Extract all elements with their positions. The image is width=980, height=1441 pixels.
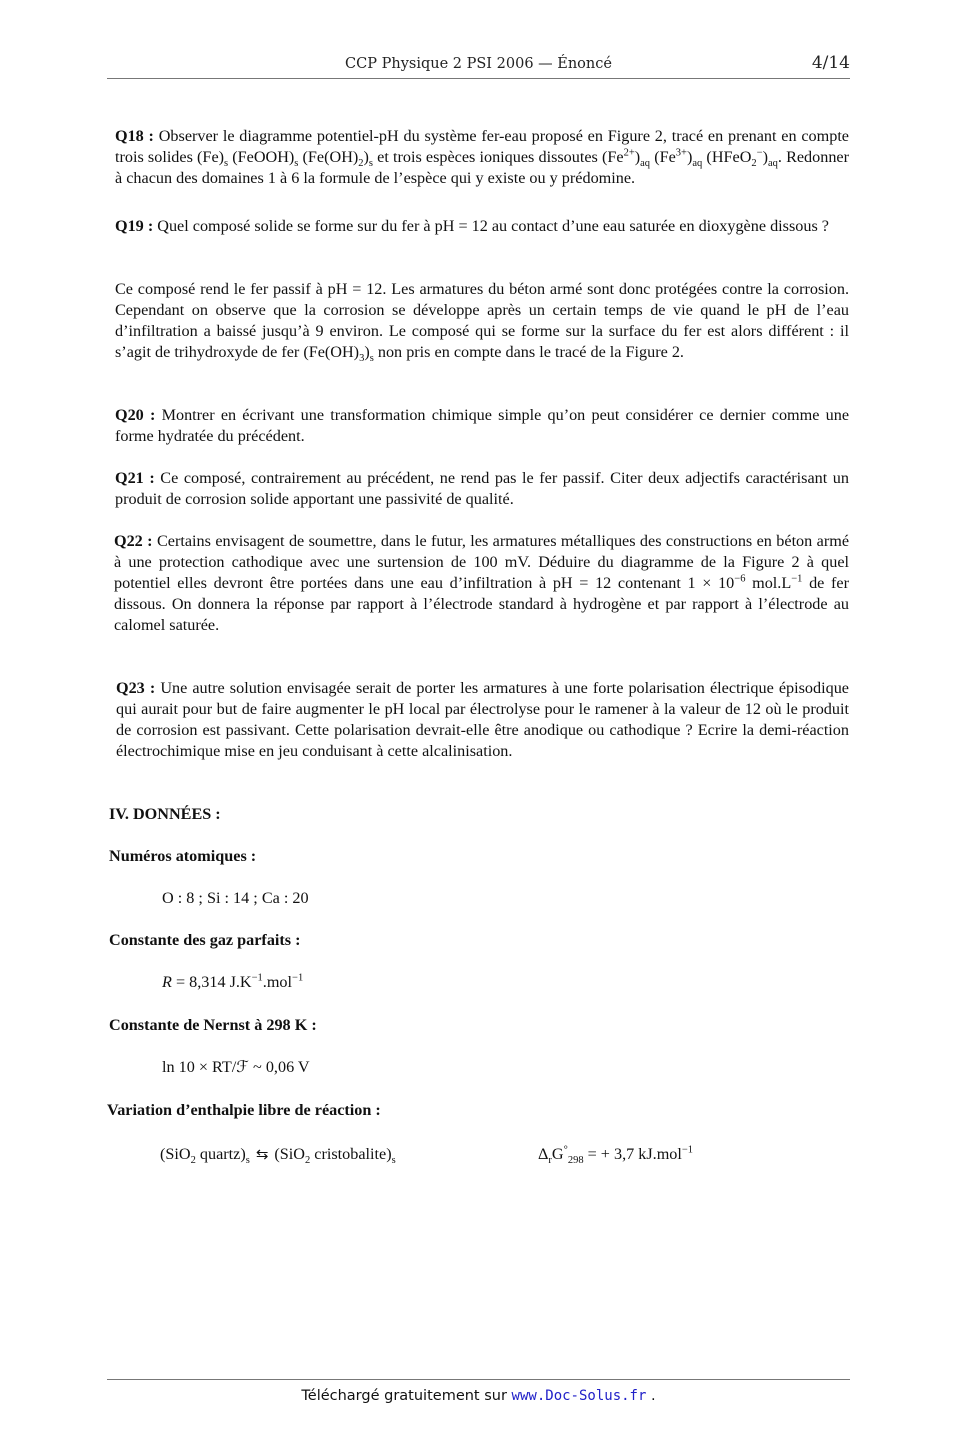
- superscript: −1: [251, 972, 263, 984]
- bracket: ): [762, 148, 768, 167]
- subscript: s: [391, 1155, 396, 1167]
- gibbs-energy-value: [538, 1144, 693, 1165]
- enthalpy-heading: Variation d’enthalpie libre de réaction :: [107, 1101, 381, 1119]
- subscript: 3: [359, 353, 365, 365]
- question-label: Q22 :: [114, 532, 153, 550]
- subscript: aq: [767, 158, 778, 170]
- question-q19: [115, 216, 849, 237]
- superscript: 2+: [623, 147, 635, 159]
- species-fe: (Fe): [197, 148, 225, 167]
- reactant: (SiO: [160, 1145, 191, 1163]
- question-q18: [115, 126, 849, 189]
- species-feoh2: (Fe(OH): [298, 148, 359, 167]
- bracket: ): [364, 343, 370, 361]
- subscript: s: [224, 158, 229, 170]
- superscript: −1: [292, 972, 304, 984]
- value-text: .mol: [262, 973, 293, 991]
- section-title: IV. DONNÉES :: [109, 805, 221, 823]
- bracket: ): [686, 148, 693, 167]
- question-text: . Redonner à chacun des domaines 1 à 6 la formule de l’espèce qui y existe ou y prédomine.: [115, 148, 849, 188]
- product: cristobalite): [310, 1145, 392, 1163]
- subscript: r: [548, 1155, 552, 1167]
- footer-text: Téléchargé gratuitement sur: [301, 1388, 512, 1404]
- superscript: °: [563, 1144, 568, 1156]
- nernst-heading: Constante de Nernst à 298 K :: [109, 1016, 317, 1034]
- value-text: = + 3,7 kJ.mol: [583, 1145, 682, 1163]
- page-number: 4/14: [811, 53, 850, 73]
- question-q22: [114, 531, 849, 636]
- question-q21: [115, 468, 849, 510]
- species-fe2plus: (Fe: [602, 148, 624, 167]
- bracket: ): [634, 148, 641, 167]
- question-text: Observer le diagramme potentiel-pH du système fer-eau proposé en Figure 2, tracé en prenant en compte trois solides: [115, 127, 849, 167]
- bracket: ): [363, 148, 369, 167]
- question-q20: [115, 405, 849, 447]
- subscript: aq: [640, 158, 651, 170]
- page-header: [107, 52, 850, 79]
- page-footer: [107, 1388, 850, 1404]
- atomic-numbers-heading: Numéros atomiques :: [109, 847, 257, 865]
- question-q23: [116, 678, 849, 762]
- footer-end: .: [646, 1388, 656, 1404]
- superscript: −1: [681, 1144, 694, 1156]
- paragraph-text: non pris en compte dans le tracé de la Figure 2.: [373, 343, 684, 361]
- subscript: aq: [692, 158, 703, 170]
- species-hfeo2: (HFeO: [702, 148, 752, 167]
- reaction-equation: [160, 1144, 396, 1166]
- gas-constant-heading: Constante des gaz parfaits :: [109, 931, 301, 949]
- subscript: 298: [567, 1155, 584, 1167]
- question-text: Quel composé solide se forme sur du fer à pH = 12 au contact d’une eau saturée en dioxygène dissous ?: [153, 217, 829, 235]
- value-text: G: [551, 1145, 564, 1163]
- question-label: Q18 :: [115, 127, 154, 146]
- value-text: = 8,314 J.K: [171, 973, 252, 991]
- gas-constant-value: [162, 972, 303, 993]
- subscript: s: [294, 158, 299, 170]
- subscript: 2: [305, 1155, 311, 1167]
- subscript: s: [368, 158, 374, 170]
- question-text: et trois espèces ioniques dissoutes: [373, 148, 602, 167]
- footer-divider: [107, 1379, 850, 1380]
- subscript: s: [245, 1155, 250, 1167]
- product: (SiO: [274, 1145, 305, 1163]
- nernst-value: ln 10 × RT/ℱ ~ 0,06 V: [162, 1058, 310, 1076]
- subscript: 2: [190, 1155, 196, 1167]
- delta-symbol: Δ: [538, 1145, 549, 1163]
- paragraph-text: Ce composé rend le fer passif à pH = 12. Les armatures du béton armé sont donc protégées contre la corrosion. Cependant on observe que la corrosion se développe après un certain temps de vie quand le pH de l’eau d’infiltration a baissé jusqu’à 9 environ. Le composé qui se forme sur la surface du fer est alors différent : il s’agit de trihydroxyde de fer (Fe(OH): [115, 280, 849, 361]
- superscript: −6: [734, 573, 746, 585]
- superscript: 3+: [675, 147, 687, 159]
- superscript: −: [756, 147, 763, 159]
- subscript: 2: [358, 158, 364, 170]
- footer-link[interactable]: www.Doc-Solus.fr: [511, 1388, 647, 1404]
- question-label: Q19 :: [115, 217, 154, 235]
- question-label: Q20 :: [115, 406, 156, 424]
- atomic-numbers-value: O : 8 ; Si : 14 ; Ca : 20: [162, 889, 309, 907]
- species-feooh: (FeOOH): [228, 148, 295, 167]
- question-text: de fer dissous. On donnera la réponse par rapport à l’électrode standard à hydrogène et par rapport à l’électrode au calomel saturée.: [114, 574, 850, 634]
- question-label: Q23 :: [116, 679, 156, 697]
- question-text: Une autre solution envisagée serait de porter les armatures à une forte polarisation électrique épisodique qui aurait pour but de faire augmenter le pH local par électrolyse pour le ramener à la valeur de 12 où le produit de corrosion est passivant. Cette polarisation devrait-elle être anodique ou cathodique ? Ecrire la demi-réaction électrochimique mise en jeu conduisant à cette alcalinisation.: [116, 679, 849, 760]
- question-text: Montrer en écrivant une transformation chimique simple qu’on peut considérer ce dernier comme une forme hydratée du précédent.: [115, 406, 849, 445]
- subscript: s: [369, 353, 374, 365]
- question-text: mol.L: [745, 574, 792, 592]
- context-paragraph: [115, 279, 849, 363]
- reactant: quartz): [195, 1145, 246, 1163]
- question-label: Q21 :: [115, 469, 155, 487]
- symbol-r: R: [162, 973, 172, 991]
- question-text: Ce composé, contrairement au précédent, ne rend pas le fer passif. Citer deux adjectifs caractérisant un produit de corrosion solide apportant une passivité de qualité.: [115, 469, 849, 508]
- equilibrium-arrow-icon: ⇆: [255, 1147, 269, 1163]
- species-fe3plus: (Fe: [650, 148, 676, 167]
- document-title: CCP Physique 2 PSI 2006 — Énoncé: [345, 56, 612, 72]
- subscript: 2: [751, 158, 757, 170]
- question-text: Certains envisagent de soumettre, dans le futur, les armatures métalliques des constructions en béton armé à une protection cathodique avec une surtension de 100 mV. Déduire du diagramme de la Figure 2 à quel potentiel elles devront être portées dans une eau d’infiltration à pH = 12 contenant 1 × 10: [114, 532, 849, 592]
- superscript: −1: [791, 573, 803, 585]
